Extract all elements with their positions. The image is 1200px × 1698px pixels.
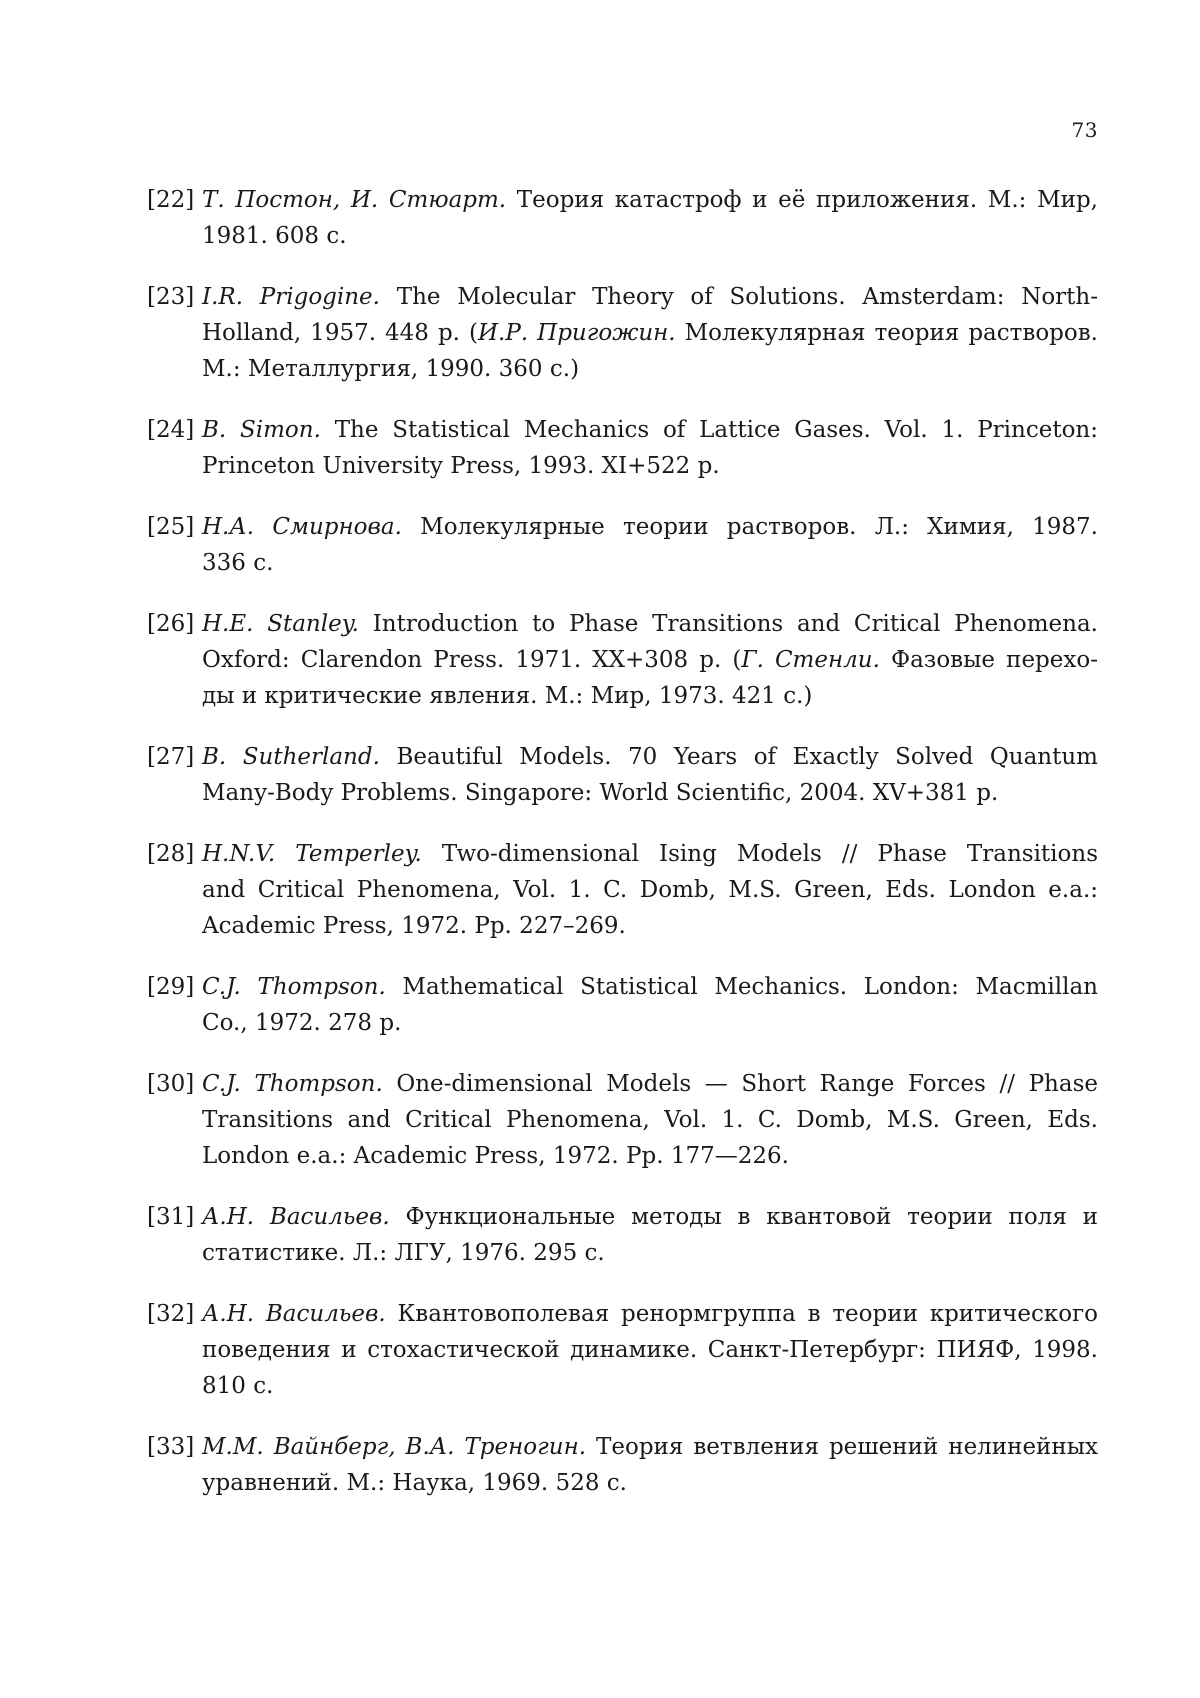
reference-line xyxy=(202,1368,1098,1404)
reference-author: А.Н. Васильев. xyxy=(202,1204,390,1230)
reference-line xyxy=(202,1005,1098,1041)
reference-text-segment: Молекулярная теория растворов. xyxy=(675,320,1098,346)
reference-author: И.Р. Пригожин. xyxy=(477,320,676,346)
reference-text-segment: London e.a.: Academic Press, 1972. Pp. 177—226. xyxy=(202,1143,789,1169)
reference-line xyxy=(202,836,1098,872)
reference-text-segment: Many-Body Problems. Singapore: World Scientific, 2004. XV+381 p. xyxy=(202,780,999,806)
reference-number: [29] xyxy=(147,974,195,1000)
reference-line xyxy=(202,1332,1098,1368)
reference-text-segment: Introduction to Phase Transitions and Critical Phenomena. xyxy=(358,611,1098,637)
reference-line xyxy=(202,606,1098,642)
reference-text xyxy=(202,1199,1098,1271)
reference-entry xyxy=(147,1429,1098,1501)
reference-number: [26] xyxy=(147,611,195,637)
reference-author: B. Simon. xyxy=(202,417,321,443)
reference-number: [23] xyxy=(147,284,195,310)
reference-text-segment: 336 с. xyxy=(202,550,274,576)
reference-line xyxy=(202,1429,1098,1465)
reference-author: А.Н. Васильев. xyxy=(202,1301,386,1327)
reference-number: [33] xyxy=(147,1434,195,1460)
reference-line xyxy=(202,642,1098,678)
reference-line xyxy=(202,1235,1098,1271)
reference-text xyxy=(202,509,1098,581)
reference-entry xyxy=(147,509,1098,581)
reference-entry xyxy=(147,1199,1098,1271)
reference-entry xyxy=(147,1066,1098,1174)
reference-text-segment: Co., 1972. 278 p. xyxy=(202,1010,402,1036)
reference-author: B. Sutherland. xyxy=(202,744,380,770)
reference-author: I.R. Prigogine. xyxy=(202,284,380,310)
reference-author: H.N.V. Temperley. xyxy=(202,841,422,867)
reference-text-segment: The Statistical Mechanics of Lattice Gases. Vol. 1. Princeton: xyxy=(320,417,1098,443)
reference-entry xyxy=(147,279,1098,387)
page-number: 73 xyxy=(1071,118,1098,142)
reference-author: Т. Постон, И. Стюарт. xyxy=(202,187,507,213)
reference-number: [30] xyxy=(147,1071,195,1097)
reference-text xyxy=(202,969,1098,1041)
reference-line xyxy=(202,872,1098,908)
reference-text-segment: Теория ветвления решений нелинейных xyxy=(586,1434,1098,1460)
reference-author: C.J. Thompson. xyxy=(202,1071,383,1097)
reference-line xyxy=(202,908,1098,944)
reference-number: [25] xyxy=(147,514,195,540)
reference-author: М.М. Вайнберг, В.А. Треногин. xyxy=(202,1434,587,1460)
reference-text-segment: and Critical Phenomena, Vol. 1. C. Domb, M.S. Green, Eds. London e.a.: xyxy=(202,877,1098,903)
reference-author: C.J. Thompson. xyxy=(202,974,386,1000)
reference-list xyxy=(147,182,1098,1526)
reference-text-segment: ды и критические явления. М.: Мир, 1973. 421 с.) xyxy=(202,683,813,709)
reference-entry xyxy=(147,969,1098,1041)
reference-line xyxy=(202,1102,1098,1138)
reference-text-segment: Молекулярные теории растворов. Л.: Химия, 1987. xyxy=(401,514,1098,540)
reference-text-segment: Transitions and Critical Phenomena, Vol. 1. C. Domb, M.S. Green, Eds. xyxy=(202,1107,1098,1133)
reference-text xyxy=(202,606,1098,714)
reference-text-segment: The Molecular Theory of Solutions. Amsterdam: North- xyxy=(379,284,1099,310)
reference-text-segment: поведения и стохастической динамике. Санкт-Петербург: ПИЯФ, 1998. xyxy=(202,1337,1098,1363)
reference-text-segment: Academic Press, 1972. Pp. 227–269. xyxy=(202,913,626,939)
reference-number: [31] xyxy=(147,1204,195,1230)
reference-number: [24] xyxy=(147,417,195,443)
reference-line xyxy=(202,1066,1098,1102)
reference-text xyxy=(202,836,1098,944)
reference-entry xyxy=(147,412,1098,484)
reference-line xyxy=(202,1296,1098,1332)
reference-text-segment: One-dimensional Models — Short Range Forces // Phase xyxy=(382,1071,1098,1097)
reference-entry xyxy=(147,1296,1098,1404)
reference-line xyxy=(202,1138,1098,1174)
reference-text-segment: 810 с. xyxy=(202,1373,274,1399)
reference-line xyxy=(202,678,1098,714)
reference-text-segment: Фазовые перехо- xyxy=(879,647,1098,673)
reference-text-segment: Princeton University Press, 1993. XI+522 p. xyxy=(202,453,720,479)
reference-text-segment: статистике. Л.: ЛГУ, 1976. 295 с. xyxy=(202,1240,605,1266)
reference-line xyxy=(202,509,1098,545)
reference-entry xyxy=(147,836,1098,944)
reference-text-segment: Oxford: Clarendon Press. 1971. XX+308 p. ( xyxy=(202,647,742,673)
reference-line xyxy=(202,1465,1098,1501)
reference-author: Г. Стенли. xyxy=(741,647,880,673)
reference-line xyxy=(202,545,1098,581)
reference-text xyxy=(202,739,1098,811)
reference-text xyxy=(202,279,1098,387)
reference-number: [22] xyxy=(147,187,195,213)
reference-line xyxy=(202,969,1098,1005)
reference-text xyxy=(202,1429,1098,1501)
reference-text-segment: Holland, 1957. 448 p. ( xyxy=(202,320,478,346)
reference-text-segment: Квантовополевая ренормгруппа в теории критического xyxy=(385,1301,1098,1327)
reference-line xyxy=(202,182,1098,218)
reference-text-segment: Beautiful Models. 70 Years of Exactly Solved Quantum xyxy=(379,744,1098,770)
reference-line xyxy=(202,315,1098,351)
reference-line xyxy=(202,279,1098,315)
reference-line xyxy=(202,218,1098,254)
reference-text xyxy=(202,1066,1098,1174)
reference-text-segment: М.: Металлургия, 1990. 360 с.) xyxy=(202,356,580,382)
reference-author: Н.А. Смирнова. xyxy=(202,514,402,540)
reference-text xyxy=(202,412,1098,484)
reference-text-segment: Two-dimensional Ising Models // Phase Transitions xyxy=(421,841,1098,867)
reference-number: [28] xyxy=(147,841,195,867)
reference-text xyxy=(202,1296,1098,1404)
reference-entry xyxy=(147,182,1098,254)
reference-line xyxy=(202,351,1098,387)
reference-entry xyxy=(147,739,1098,811)
reference-text xyxy=(202,182,1098,254)
reference-line xyxy=(202,448,1098,484)
reference-text-segment: Mathematical Statistical Mechanics. London: Macmillan xyxy=(385,974,1098,1000)
reference-text-segment: Функциональные методы в квантовой теории поля и xyxy=(389,1204,1098,1230)
reference-line xyxy=(202,412,1098,448)
reference-author: H.E. Stanley. xyxy=(202,611,359,637)
reference-text-segment: 1981. 608 с. xyxy=(202,223,347,249)
reference-line xyxy=(202,739,1098,775)
reference-number: [32] xyxy=(147,1301,195,1327)
reference-entry xyxy=(147,606,1098,714)
reference-text-segment: уравнений. М.: Наука, 1969. 528 с. xyxy=(202,1470,627,1496)
reference-text-segment: Теория катастроф и её приложения. М.: Мир, xyxy=(506,187,1098,213)
reference-line xyxy=(202,1199,1098,1235)
reference-number: [27] xyxy=(147,744,195,770)
reference-line xyxy=(202,775,1098,811)
